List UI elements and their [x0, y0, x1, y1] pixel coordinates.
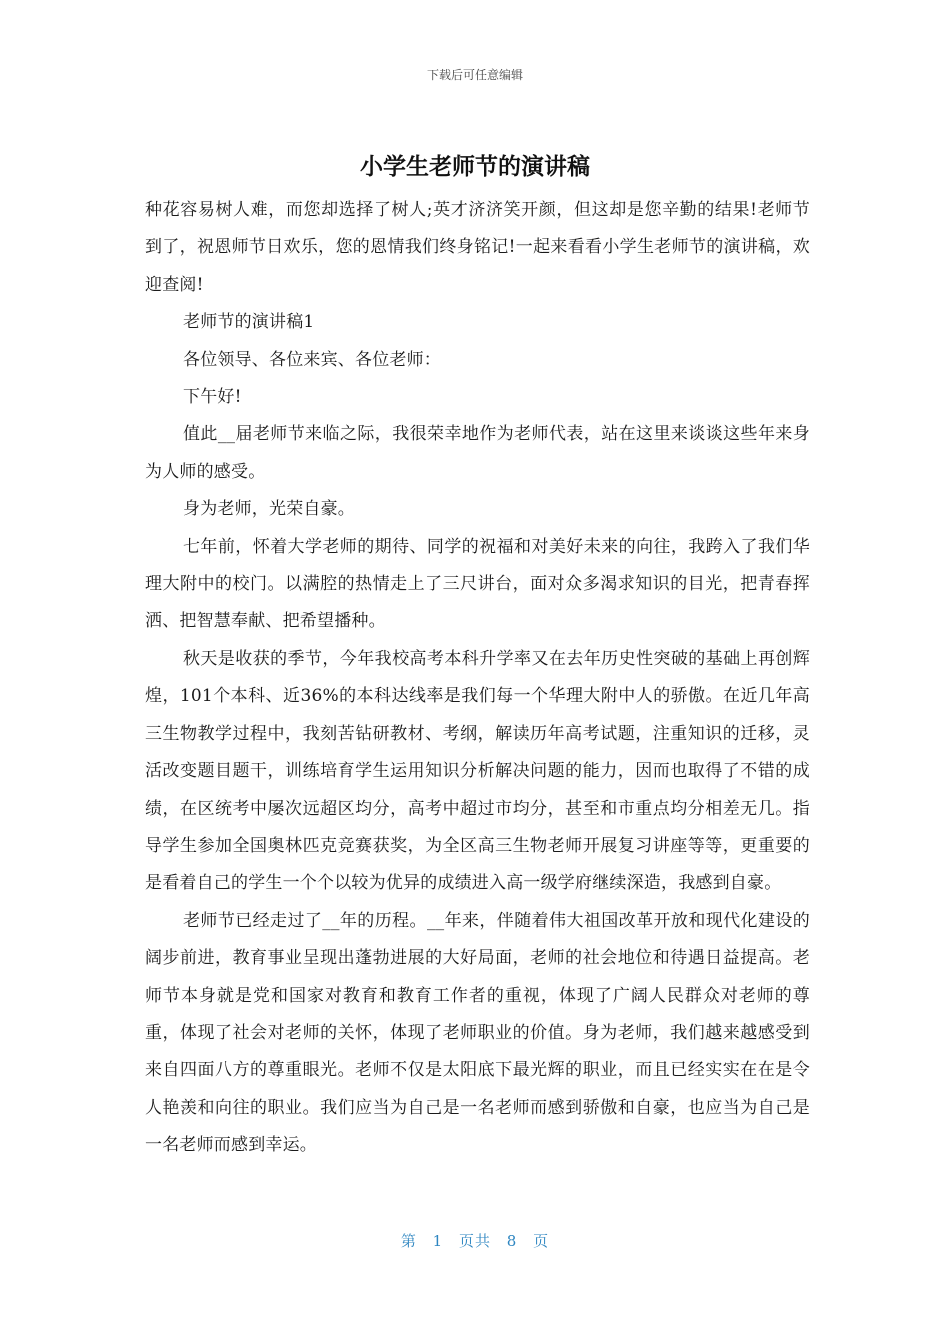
document-title: 小学生老师节的演讲稿	[360, 154, 590, 180]
body-paragraph: 老师节已经走过了__年的历程。__年来，伴随着伟大祖国改革开放和现代化建设的阔步前进，教育事业呈现出蓬勃进展的大好局面，老师的社会地位和待遇日益提高。老师节本身就是党和国家对教育和教育工作者的重视，体现了广阔人民群众对老师的尊重，体现了社会对老师的关怀，体现了老师职业的价值。身为老师，我们越来越感受到来自四面八方的尊重眼光。老师不仅是太阳底下最光辉的职业，而且已经实实在在是令人艳羡和向往的职业。我们应当为自己是一名老师而感到骄傲和自豪，也应当为自己是一名老师而感到幸运。	[145, 910, 810, 1156]
salutation: 各位领导、各位来宾、各位老师：	[183, 349, 441, 370]
body-paragraph: 七年前，怀着大学老师的期待、同学的祝福和对美好未来的向往，我跨入了我们华理大附中的校门。以满腔的热情走上了三尺讲台，面对众多渴求知识的目光，把青春挥洒、把智慧奉献、把希望播种。	[145, 536, 810, 632]
body-paragraph: 身为老师，光荣自豪。	[183, 499, 355, 520]
speech-heading: 老师节的演讲稿1	[183, 312, 315, 333]
body-paragraph: 值此__届老师节来临之际，我很荣幸地作为老师代表，站在这里来谈谈这些年来身为人师的感受。	[145, 424, 810, 482]
greeting: 下午好!	[183, 387, 242, 408]
intro-paragraph: 种花容易树人难，而您却选择了树人;英才济济笑开颜，但这却是您辛勤的结果!老师节到了，祝恩师节日欢乐，您的恩情我们终身铭记!一起来看看小学生老师节的演讲稿，欢迎查阅!	[145, 200, 810, 295]
page-header-note: 下载后可任意编辑	[426, 68, 523, 82]
document-body	[145, 192, 810, 1165]
body-paragraph: 秋天是收获的季节，今年我校高考本科升学率又在去年历史性突破的基础上再创辉煌，101个本科、近36%的本科达线率是我们每一个华理大附中人的骄傲。在近几年高三生物教学过程中，我刻苦钻研教材、考纲，解读历年高考试题，注重知识的迁移，灵活改变题目题干，训练培育学生运用知识分析解决问题的能力，因而也取得了不错的成绩，在区统考中屡次远超区均分，高考中超过市均分，甚至和市重点均分相差无几。指导学生参加全国奥林匹克竞赛获奖，为全区高三生物老师开展复习讲座等等，更重要的是看着自己的学生一个个以较为优异的成绩进入高一级学府继续深造，我感到自豪。	[145, 648, 810, 894]
page-number-footer: 第 1 页共 8 页	[400, 1232, 550, 1250]
